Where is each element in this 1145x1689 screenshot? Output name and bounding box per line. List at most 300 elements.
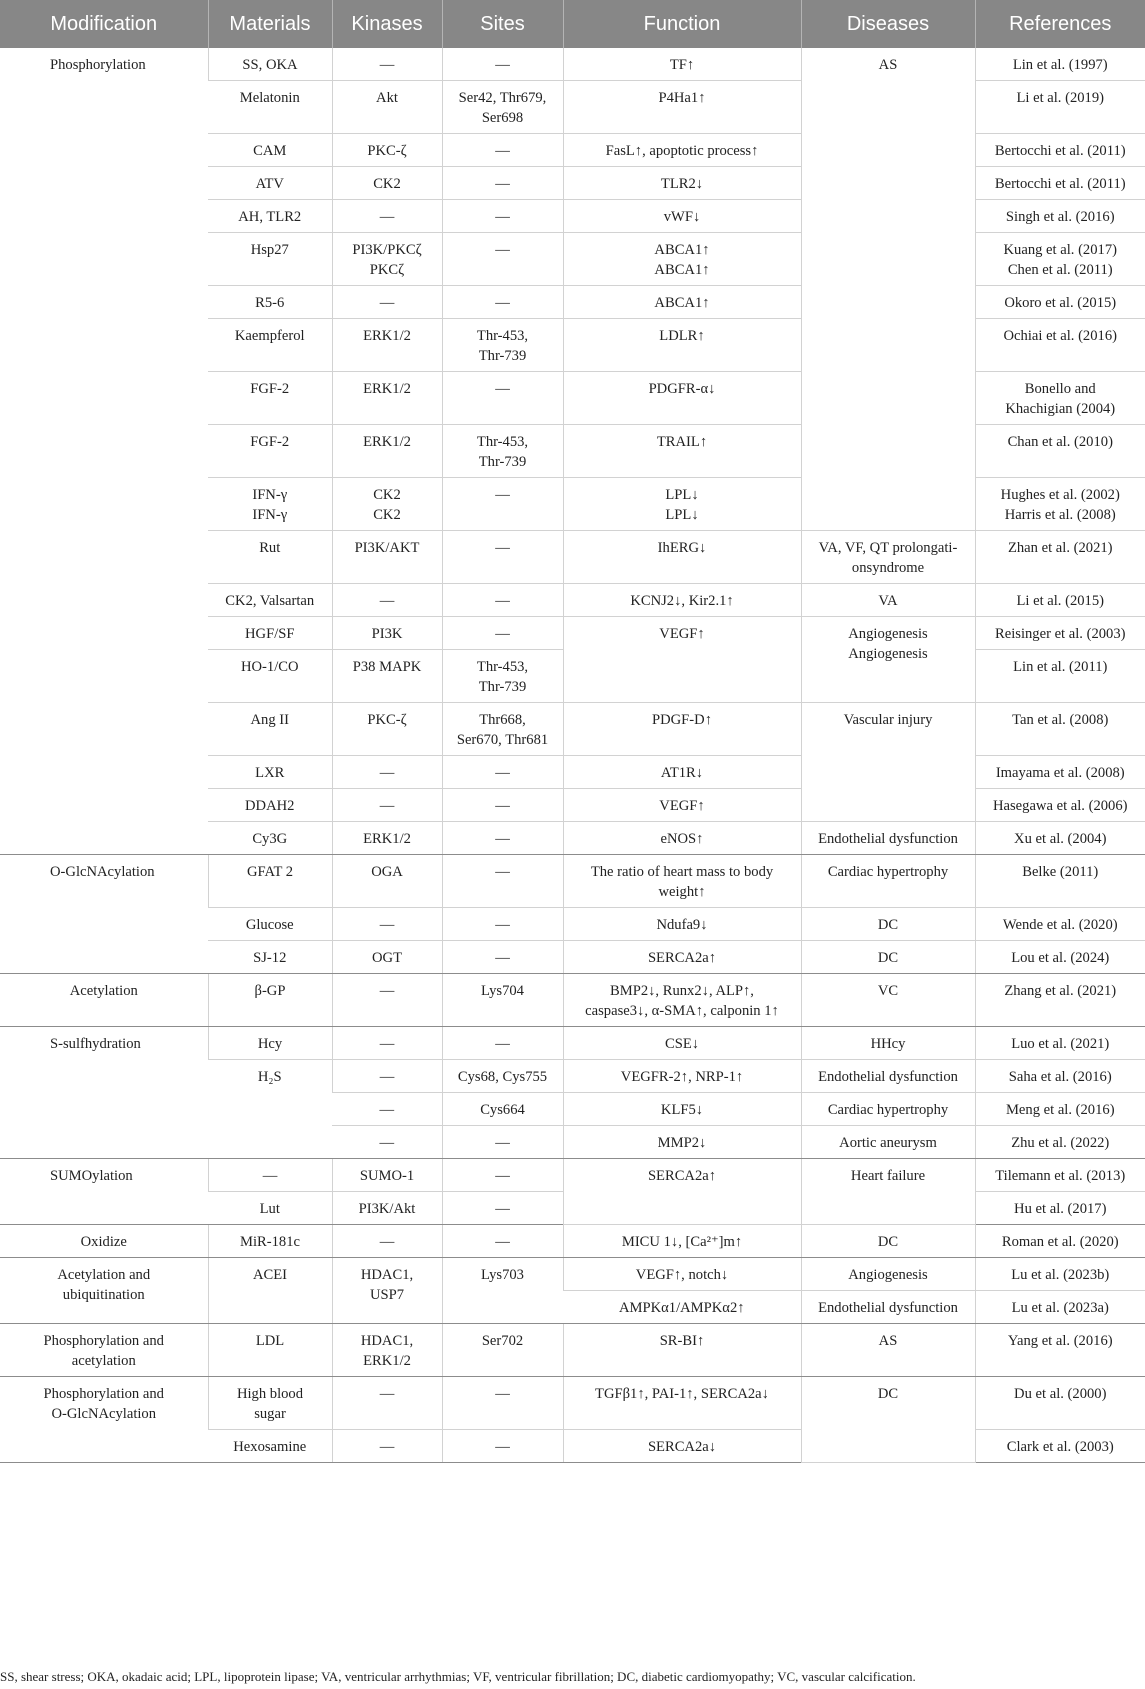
modification-cell (0, 1377, 208, 1463)
kinases-cell (332, 81, 442, 134)
header-modification: Modification (0, 0, 208, 48)
kinases-cell-line: CK2 (373, 507, 401, 523)
sites-cell-line: — (495, 209, 510, 225)
materials-cell (208, 1192, 332, 1225)
function-cell-line: SR-BI↑ (659, 1333, 705, 1349)
function-cell-line: ABCA1↑ (654, 295, 710, 311)
kinases-cell (332, 1324, 442, 1377)
function-cell-line: VEGF↑ (659, 626, 705, 642)
references-cell (975, 703, 1145, 756)
sites-cell (442, 167, 563, 200)
function-cell (563, 372, 801, 425)
kinases-cell-line: OGA (371, 864, 403, 880)
references-cell-line: Lin et al. (2011) (1013, 659, 1108, 675)
function-cell-line: SERCA2a↑ (647, 1168, 717, 1184)
references-cell-line: Xu et al. (2004) (1014, 831, 1107, 847)
sites-cell (442, 584, 563, 617)
materials-cell (208, 167, 332, 200)
references-cell (975, 974, 1145, 1027)
sites-cell (442, 650, 563, 703)
references-cell (975, 584, 1145, 617)
function-cell (563, 1027, 801, 1060)
modification-label: Phosphorylation (50, 57, 146, 73)
function-cell (563, 425, 801, 478)
materials-cell (208, 756, 332, 789)
header-references: References (975, 0, 1145, 48)
materials-cell-line: MiR-181c (240, 1234, 300, 1250)
sites-cell-line: Lys703 (481, 1267, 524, 1283)
references-cell-line: Lu et al. (2023b) (1011, 1267, 1110, 1283)
sites-cell (442, 822, 563, 855)
materials-cell-line: — (262, 1168, 278, 1184)
sites-cell (442, 200, 563, 233)
references-cell-line: Hasegawa et al. (2006) (992, 798, 1128, 814)
diseases-cell-line: VC (877, 983, 899, 999)
table-body (0, 48, 1145, 1463)
references-cell-line: Belke (2011) (1022, 864, 1099, 880)
function-cell (563, 48, 801, 81)
references-cell (975, 200, 1145, 233)
references-cell (975, 319, 1145, 372)
materials-cell (208, 200, 332, 233)
sites-cell-line: Thr-739 (478, 454, 527, 470)
kinases-cell (332, 974, 442, 1027)
kinases-cell-line: — (379, 1386, 395, 1402)
sites-cell-line: Thr668, (479, 712, 526, 728)
sites-cell (442, 372, 563, 425)
materials-cell-line: CK2, Valsartan (225, 593, 315, 609)
sites-cell (442, 1060, 563, 1093)
references-cell (975, 1430, 1145, 1463)
sites-cell-line: — (495, 765, 510, 781)
kinases-cell (332, 1225, 442, 1258)
kinases-cell-line: — (379, 1036, 395, 1052)
materials-cell (208, 1225, 332, 1258)
materials-cell-line: Cy3G (252, 831, 288, 847)
kinases-cell-line: CK2 (373, 176, 401, 192)
diseases-cell-line: Cardiac hypertrophy (827, 864, 949, 880)
function-cell (563, 134, 801, 167)
diseases-cell-line: Heart failure (850, 1168, 926, 1184)
modification-line: ubiquitination (62, 1287, 145, 1303)
modification-label: Acetylation (69, 983, 138, 999)
modification-cell (0, 974, 208, 1027)
sites-cell (442, 1324, 563, 1377)
sites-cell-line: — (495, 1386, 510, 1402)
sites-cell-line: — (495, 1036, 510, 1052)
materials-cell-line: High blood (236, 1386, 304, 1402)
references-cell-line: Chen et al. (2011) (1007, 262, 1113, 278)
sites-cell-line: Ser42, Thr679, (458, 90, 547, 106)
materials-cell-line: AH, TLR2 (238, 209, 302, 225)
materials-cell-line: sugar (254, 1406, 286, 1422)
diseases-cell (801, 703, 975, 822)
references-cell-line: Luo et al. (2021) (1011, 1036, 1110, 1052)
diseases-cell (801, 48, 975, 531)
materials-cell-line: ATV (255, 176, 284, 192)
kinases-cell (332, 703, 442, 756)
references-cell-line: Zhu et al. (2022) (1011, 1135, 1110, 1151)
references-cell (975, 425, 1145, 478)
materials-cell (208, 478, 332, 531)
references-cell-line: Zhang et al. (2021) (1004, 983, 1117, 999)
function-cell-line: ABCA1↑ (654, 262, 710, 278)
diseases-cell (801, 941, 975, 974)
kinases-cell (332, 1192, 442, 1225)
kinases-cell-line: — (379, 1234, 395, 1250)
references-cell-line: Clark et al. (2003) (1006, 1439, 1114, 1455)
references-cell (975, 822, 1145, 855)
modification-cell (0, 1324, 208, 1377)
function-cell-line: caspase3↓, α-SMA↑, calponin 1↑ (585, 1003, 779, 1019)
materials-cell (208, 855, 332, 908)
diseases-cell (801, 1377, 975, 1463)
sites-cell-line: — (495, 295, 510, 311)
header-diseases: Diseases (801, 0, 975, 48)
function-cell-line: VEGFR-2↑, NRP-1↑ (620, 1069, 744, 1085)
function-cell-line: LDLR↑ (659, 328, 705, 344)
modification-cell (0, 1159, 208, 1225)
kinases-cell-line: — (379, 798, 395, 814)
function-cell (563, 1291, 801, 1324)
materials-cell (208, 531, 332, 584)
table-row (0, 1225, 1145, 1258)
materials-cell-line: Lut (259, 1201, 280, 1217)
materials-cell-line: HO-1/CO (240, 659, 299, 675)
materials-cell (208, 425, 332, 478)
function-cell (563, 1324, 801, 1377)
table-row (0, 1377, 1145, 1430)
sites-cell (442, 908, 563, 941)
kinases-cell-line: — (379, 1135, 395, 1151)
function-cell (563, 286, 801, 319)
sites-cell-line: — (495, 143, 510, 159)
references-cell-line: Harris et al. (2008) (1004, 507, 1116, 523)
references-cell (975, 286, 1145, 319)
diseases-cell (801, 1225, 975, 1258)
sites-cell-line: Cys664 (480, 1102, 525, 1118)
sites-cell-line: — (495, 1201, 510, 1217)
function-cell (563, 756, 801, 789)
kinases-cell-line: — (379, 209, 395, 225)
diseases-cell-line: Aortic aneurysm (839, 1135, 937, 1151)
materials-cell-line: β-GP (254, 983, 286, 999)
kinases-cell (332, 200, 442, 233)
kinases-cell (332, 286, 442, 319)
kinases-cell-line: — (379, 295, 395, 311)
sites-cell (442, 617, 563, 650)
kinases-cell (332, 584, 442, 617)
function-cell (563, 822, 801, 855)
function-cell-line: ABCA1↑ (654, 242, 710, 258)
modification-cell (0, 1027, 208, 1159)
function-cell-line: Ndufa9↓ (656, 917, 708, 933)
materials-cell-line: CAM (253, 143, 287, 159)
references-cell (975, 1192, 1145, 1225)
references-cell-line: Li et al. (2019) (1016, 90, 1105, 106)
materials-cell-line: Ang II (250, 712, 289, 728)
materials-cell (208, 1430, 332, 1463)
modification-cell (0, 48, 208, 855)
diseases-cell-line: VA, VF, QT prolongati- (818, 540, 958, 556)
kinases-cell-line: SUMO-1 (359, 1168, 415, 1184)
sites-cell-line: — (495, 540, 510, 556)
kinases-cell-line: ERK1/2 (363, 381, 411, 397)
function-cell (563, 1258, 801, 1291)
kinases-cell (332, 1377, 442, 1430)
modification-label: Oxidize (80, 1234, 127, 1250)
references-cell (975, 81, 1145, 134)
function-cell-line: KLF5↓ (660, 1102, 704, 1118)
references-cell (975, 617, 1145, 650)
materials-cell (208, 974, 332, 1027)
kinases-cell-line: PKC-ζ (367, 712, 407, 728)
kinases-cell (332, 789, 442, 822)
sites-cell-line: — (495, 798, 510, 814)
materials-cell-line: Glucose (245, 917, 294, 933)
kinases-cell-line: HDAC1, (360, 1267, 414, 1283)
references-cell (975, 134, 1145, 167)
kinases-cell (332, 822, 442, 855)
references-cell (975, 1324, 1145, 1377)
references-cell-line: Hu et al. (2017) (1014, 1201, 1107, 1217)
diseases-cell (801, 1093, 975, 1126)
sites-cell (442, 425, 563, 478)
sites-cell-line: — (495, 626, 510, 642)
modification-cell (0, 855, 208, 974)
diseases-cell (801, 974, 975, 1027)
sites-cell (442, 81, 563, 134)
function-cell-line: vWF↓ (663, 209, 701, 225)
references-cell-line: Bertocchi et al. (2011) (994, 176, 1126, 192)
function-cell (563, 167, 801, 200)
kinases-cell (332, 855, 442, 908)
table-row (0, 1159, 1145, 1192)
function-cell (563, 617, 801, 703)
function-cell-line: FasL↑, apoptotic process↑ (605, 143, 759, 159)
references-cell (975, 1159, 1145, 1192)
kinases-cell-line: PKCζ (369, 262, 405, 278)
kinases-cell (332, 756, 442, 789)
diseases-cell-line: Angiogenesis (848, 626, 928, 642)
function-cell (563, 1430, 801, 1463)
references-cell-line: Meng et al. (2016) (1005, 1102, 1115, 1118)
function-cell-line: TRAIL↑ (656, 434, 708, 450)
function-cell-line: TGFβ1↑, PAI-1↑, SERCA2a↓ (595, 1386, 769, 1402)
materials-cell (208, 584, 332, 617)
materials-cell-line: LXR (255, 765, 285, 781)
references-cell-line: Chan et al. (2010) (1007, 434, 1113, 450)
sites-cell (442, 1192, 563, 1225)
materials-cell-line: SJ-12 (253, 950, 287, 966)
header-kinases: Kinases (332, 0, 442, 48)
function-cell-line: MMP2↓ (657, 1135, 707, 1151)
materials-cell-line: FGF-2 (250, 434, 290, 450)
diseases-cell-line: HHcy (870, 1036, 906, 1052)
materials-cell-line: LDL (255, 1333, 285, 1349)
function-cell-line: TF↑ (669, 57, 695, 73)
function-cell-line: VEGF↑, notch↓ (635, 1267, 729, 1283)
function-cell-line: SERCA2a↓ (647, 1439, 717, 1455)
kinases-cell-line: — (379, 1069, 395, 1085)
references-cell (975, 756, 1145, 789)
references-cell-line: Du et al. (2000) (1014, 1386, 1107, 1402)
sites-cell-line: Lys704 (481, 983, 524, 999)
sites-cell (442, 703, 563, 756)
diseases-cell (801, 908, 975, 941)
materials-cell-line: Hexosamine (233, 1439, 307, 1455)
function-cell-line: AMPKα1/AMPKα2↑ (618, 1300, 745, 1316)
diseases-cell-line: Cardiac hypertrophy (827, 1102, 949, 1118)
sites-cell (442, 1126, 563, 1159)
sites-cell (442, 1377, 563, 1430)
sites-cell (442, 1159, 563, 1192)
kinases-cell (332, 1159, 442, 1192)
function-cell-line: The ratio of heart mass to body (590, 864, 774, 880)
materials-cell (208, 319, 332, 372)
kinases-cell (332, 319, 442, 372)
references-cell (975, 941, 1145, 974)
sites-cell-line: — (495, 1135, 510, 1151)
diseases-cell (801, 1324, 975, 1377)
kinases-cell-line: USP7 (369, 1287, 405, 1303)
modification-line: Phosphorylation and (43, 1333, 164, 1349)
references-cell-line: Lou et al. (2024) (1011, 950, 1110, 966)
sites-cell (442, 789, 563, 822)
references-cell-line: Hughes et al. (2002) (1000, 487, 1120, 503)
sites-cell (442, 1225, 563, 1258)
materials-cell (208, 941, 332, 974)
kinases-cell-line: PI3K/AKT (354, 540, 420, 556)
sites-cell-line: Thr-739 (478, 679, 527, 695)
kinases-cell-line: — (379, 765, 395, 781)
kinases-cell (332, 1258, 442, 1324)
function-cell (563, 1225, 801, 1258)
diseases-cell (801, 584, 975, 617)
materials-cell (208, 1324, 332, 1377)
references-cell-line: Lu et al. (2023a) (1011, 1300, 1109, 1316)
kinases-cell (332, 1093, 442, 1126)
function-cell (563, 1060, 801, 1093)
kinases-cell-line: ERK1/2 (363, 434, 411, 450)
diseases-cell (801, 1027, 975, 1060)
table-row (0, 855, 1145, 908)
materials-cell (208, 81, 332, 134)
kinases-cell (332, 1027, 442, 1060)
references-cell (975, 1126, 1145, 1159)
sites-cell (442, 941, 563, 974)
diseases-cell (801, 1291, 975, 1324)
kinases-cell-line: ERK1/2 (363, 831, 411, 847)
materials-cell (208, 1060, 332, 1159)
sites-cell (442, 756, 563, 789)
function-cell (563, 941, 801, 974)
kinases-cell-line: PI3K (371, 626, 403, 642)
references-cell (975, 478, 1145, 531)
materials-cell (208, 617, 332, 650)
materials-cell-line: IFN-γ (252, 507, 288, 523)
references-cell (975, 1377, 1145, 1430)
materials-cell (208, 233, 332, 286)
references-cell (975, 372, 1145, 425)
function-cell-line: KCNJ2↓, Kir2.1↑ (630, 593, 734, 609)
kinases-cell (332, 1126, 442, 1159)
table-row (0, 48, 1145, 81)
function-cell-line: IhERG↓ (657, 540, 707, 556)
function-cell-line: P4Ha1↑ (658, 90, 706, 106)
references-cell-line: Saha et al. (2016) (1008, 1069, 1112, 1085)
diseases-cell-line: DC (877, 917, 899, 933)
function-cell (563, 81, 801, 134)
references-cell (975, 531, 1145, 584)
materials-cell-line: H₂S (257, 1069, 282, 1085)
kinases-cell (332, 941, 442, 974)
references-cell (975, 1093, 1145, 1126)
kinases-cell-line: CK2 (373, 487, 401, 503)
sites-cell-line: — (495, 593, 510, 609)
references-cell-line: Wende et al. (2020) (1002, 917, 1118, 933)
sites-cell (442, 319, 563, 372)
kinases-cell-line: ERK1/2 (363, 1353, 411, 1369)
kinases-cell-line: ERK1/2 (363, 328, 411, 344)
kinases-cell-line: PKC-ζ (367, 143, 407, 159)
function-cell-line: BMP2↓, Runx2↓, ALP↑, (610, 983, 754, 999)
diseases-cell-line: Endothelial dysfunction (818, 831, 958, 847)
function-cell-line: PDGF-D↑ (651, 712, 712, 728)
materials-cell-line: Melatonin (239, 90, 300, 106)
references-cell-line: Ochiai et al. (2016) (1003, 328, 1117, 344)
diseases-cell-line: AS (878, 57, 898, 73)
sites-cell (442, 478, 563, 531)
kinases-cell (332, 134, 442, 167)
function-cell-line: weight↑ (658, 884, 706, 900)
diseases-cell (801, 531, 975, 584)
references-cell-line: Tilemann et al. (2013) (995, 1168, 1126, 1184)
sites-cell-line: — (495, 864, 510, 880)
modification-line: Phosphorylation and (43, 1386, 164, 1402)
diseases-cell-line: Vascular injury (843, 712, 933, 728)
sites-cell-line: — (495, 176, 510, 192)
references-cell-line: Reisinger et al. (2003) (995, 626, 1126, 642)
header-sites: Sites (442, 0, 563, 48)
sites-cell-line: — (495, 1234, 510, 1250)
materials-cell (208, 789, 332, 822)
materials-cell (208, 286, 332, 319)
header-row (0, 0, 1145, 48)
diseases-cell (801, 1258, 975, 1291)
materials-cell-line: SS, OKA (242, 57, 298, 73)
references-cell (975, 1225, 1145, 1258)
diseases-cell (801, 617, 975, 703)
sites-cell (442, 531, 563, 584)
function-cell (563, 319, 801, 372)
function-cell (563, 855, 801, 908)
references-cell-line: Imayama et al. (2008) (995, 765, 1125, 781)
table-row (0, 1027, 1145, 1060)
sites-cell (442, 134, 563, 167)
table-row (0, 1324, 1145, 1377)
kinases-cell-line: PI3K/PKCζ (352, 242, 422, 258)
function-cell (563, 789, 801, 822)
references-cell (975, 1060, 1145, 1093)
function-cell (563, 478, 801, 531)
function-cell (563, 584, 801, 617)
materials-cell (208, 703, 332, 756)
function-cell-line: CSE↓ (664, 1036, 700, 1052)
references-cell-line: Singh et al. (2016) (1005, 209, 1115, 225)
materials-cell (208, 134, 332, 167)
kinases-cell-line: HDAC1, (360, 1333, 414, 1349)
